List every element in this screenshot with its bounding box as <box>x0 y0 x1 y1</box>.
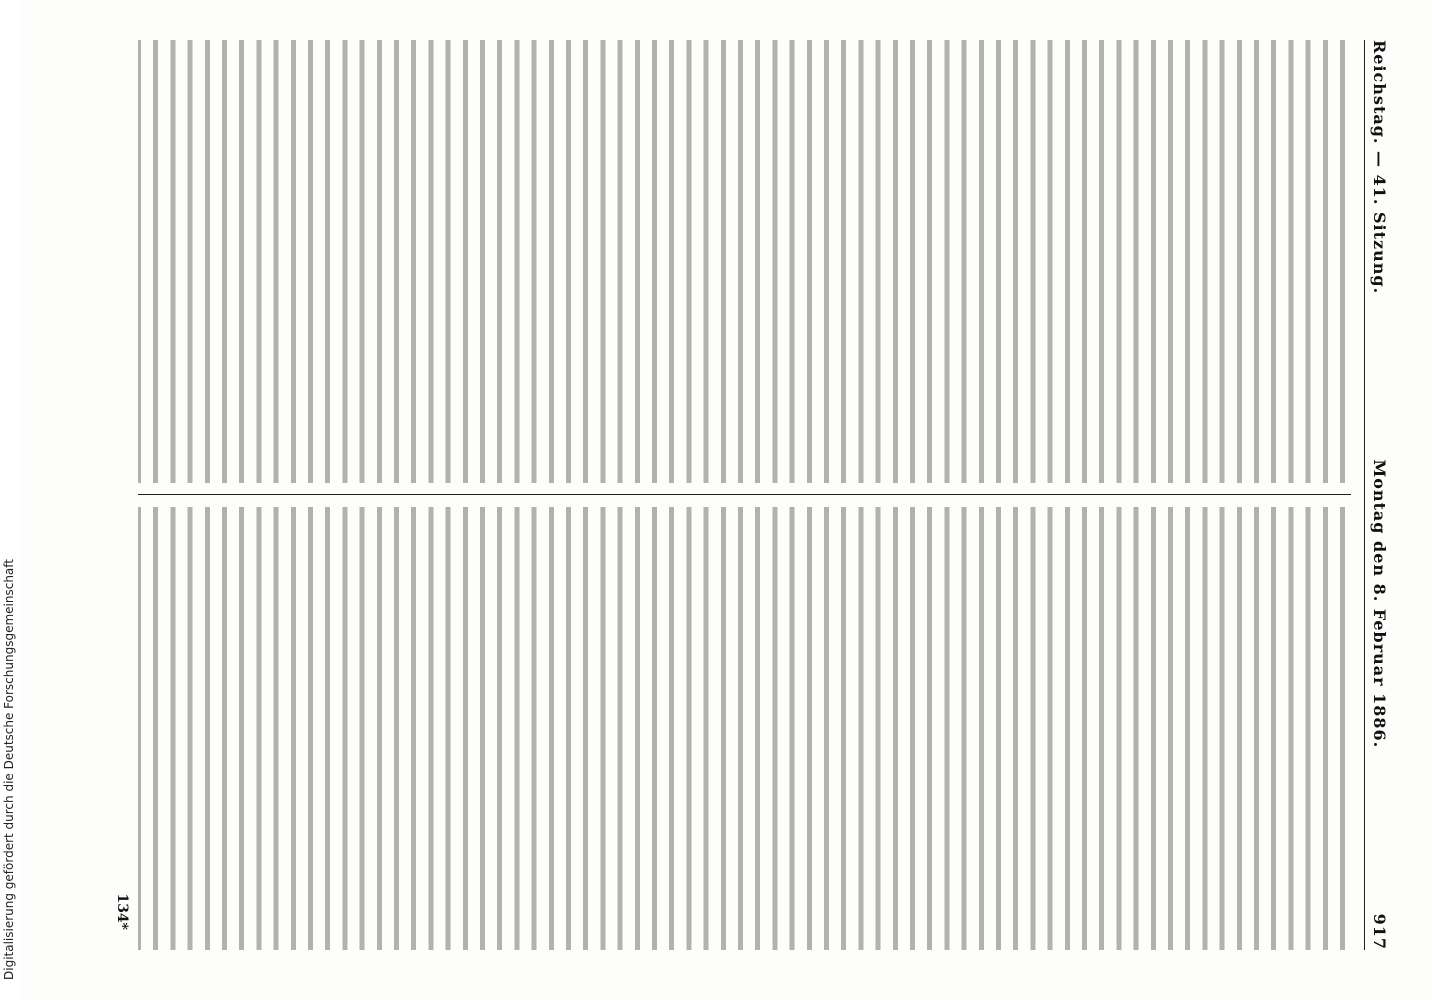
digitization-sidebar <box>0 0 22 1000</box>
page-signature: 134* <box>114 893 130 930</box>
text-columns <box>138 40 1351 950</box>
text-body-left <box>138 40 1351 483</box>
header-date: Montag den 8. Februar 1886. <box>1370 459 1390 749</box>
column-right <box>138 507 1351 950</box>
rotated-page-content <box>108 0 1403 990</box>
column-divider <box>138 494 1351 495</box>
page-header <box>1364 40 1395 950</box>
funding-attribution: Digitalisierung gefördert durch die Deutsche Forschungsgemeinschaft <box>2 558 16 980</box>
text-body-right <box>138 507 1351 950</box>
column-left <box>138 40 1351 483</box>
header-page: 917 <box>1370 913 1390 950</box>
header-session: Reichstag. — 41. Sitzung. <box>1370 40 1390 295</box>
